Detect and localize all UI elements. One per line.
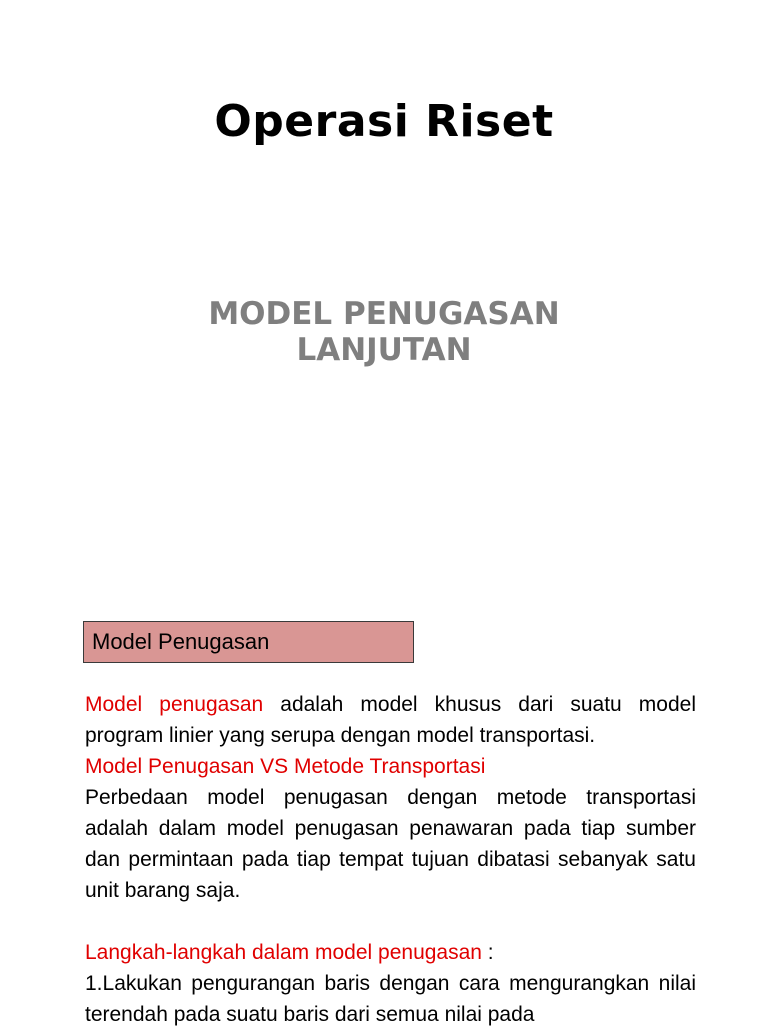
definition-term: Model penugasan — [85, 693, 264, 716]
definition-text: adalah model khusus dari suatu model program linier yang serupa dengan model transportasi. — [85, 693, 696, 747]
comparison-paragraph: Perbedaan model penugasan dengan metode transportasi adalah dalam model penugasan penawaran pada tiap sumber dan permintaan pada tiap tempat tujuan dibatasi sebanyak satu unit barang saja. — [85, 786, 696, 902]
steps-colon: : — [481, 941, 494, 964]
subtitle-line-2: LANJUTAN — [296, 332, 472, 368]
step-1: 1.Lakukan pengurangan baris dengan cara mengurangkan nilai terendah pada suatu baris dari semua nilai pada — [85, 972, 696, 1026]
subtitle-line-1: MODEL PENUGASAN — [208, 296, 560, 332]
comparison-heading: Model Penugasan VS Metode Transportasi — [85, 755, 486, 778]
slide-subtitle — [0, 296, 768, 368]
section-label-box — [83, 621, 414, 663]
definition-paragraph — [85, 689, 696, 751]
slide-title: Operasi Riset — [214, 96, 554, 147]
steps-heading: Langkah-langkah dalam model penugasan — [85, 941, 482, 964]
section-label: Model Penugasan — [92, 629, 270, 654]
steps-heading-line — [85, 937, 696, 968]
paragraph-spacer — [85, 906, 696, 937]
body-text — [85, 689, 696, 1030]
